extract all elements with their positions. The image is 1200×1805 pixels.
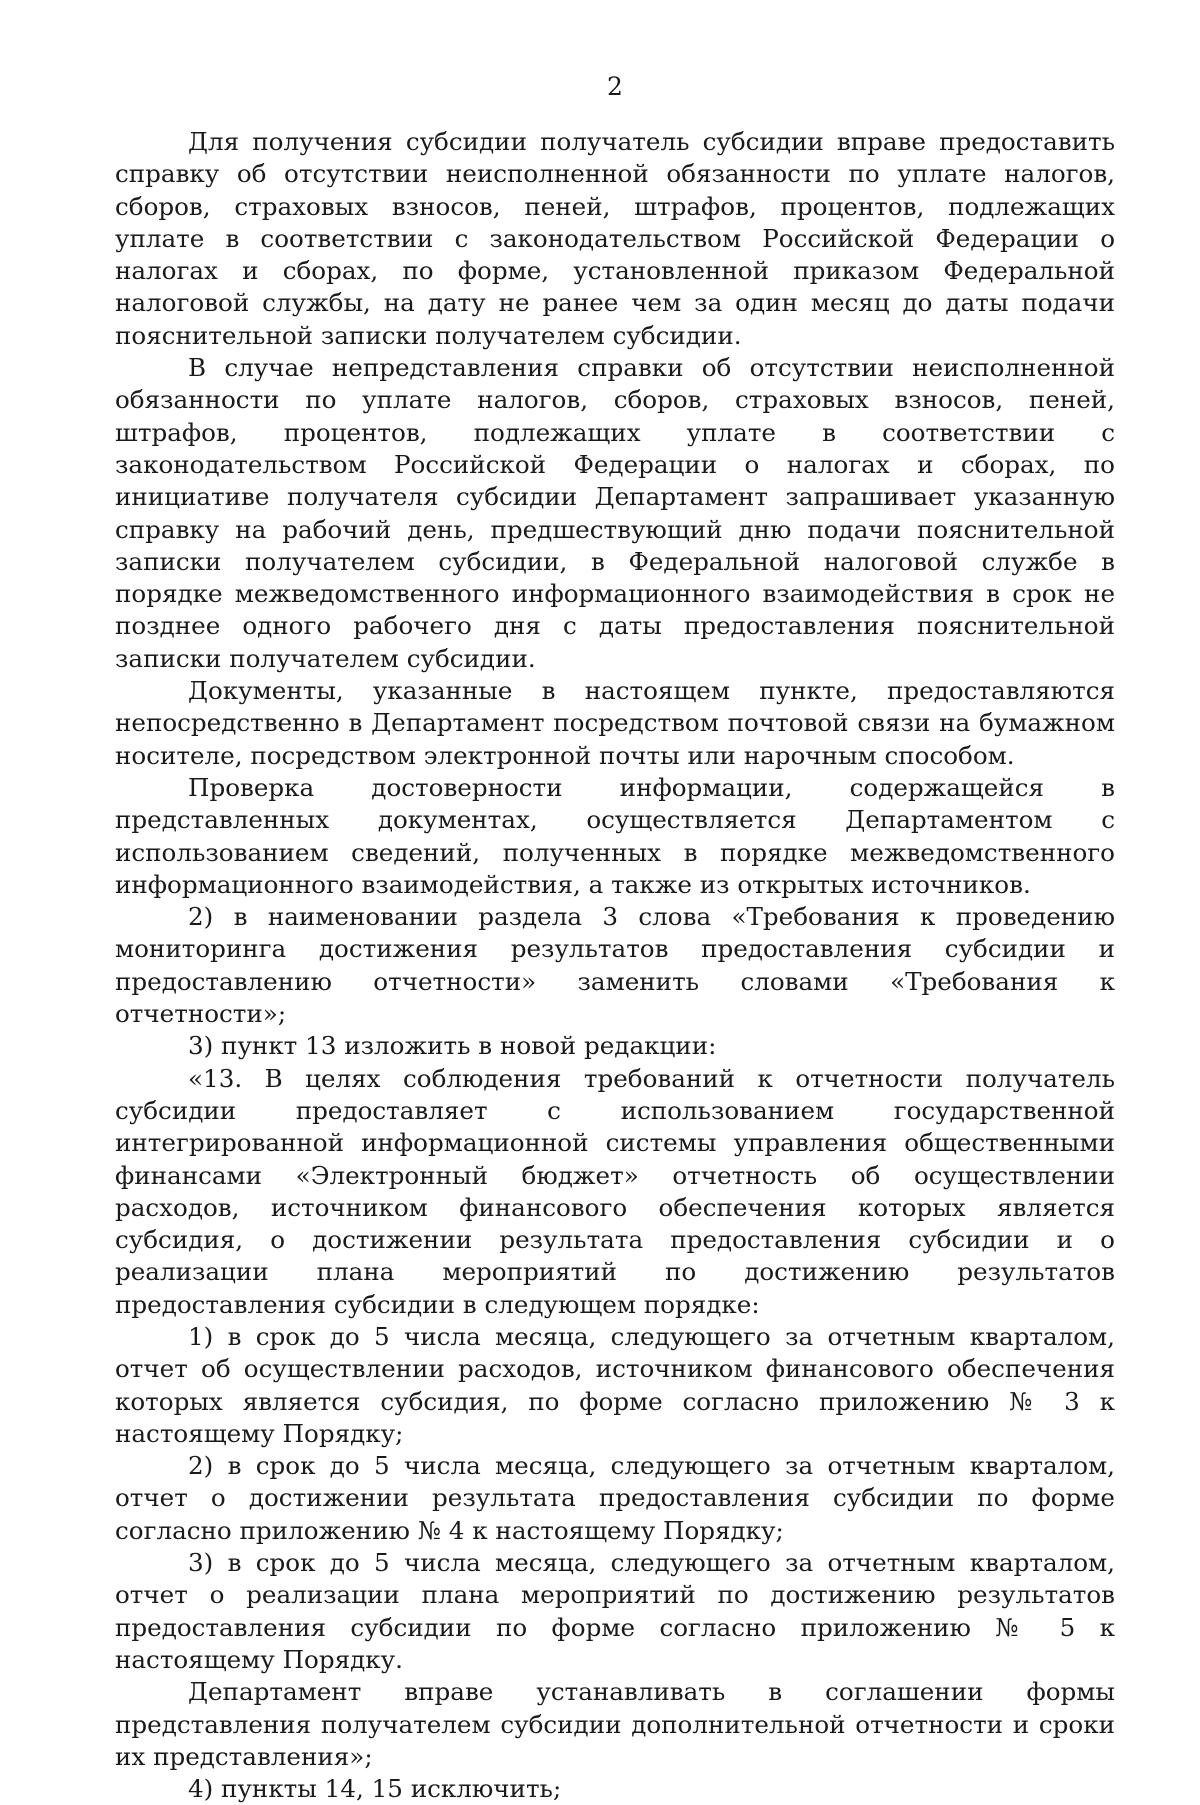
paragraph-additional-reporting: Департамент вправе устанавливать в соглашении формы представления получателем субсидии дополнительной отчетности и сроки их представления»; bbox=[115, 1677, 1115, 1771]
paragraph-clause-13: «13. В целях соблюдения требований к отчетности получатель субсидии предоставляет с использованием государственной интегрированной информационной системы управления общественными финансами «Электронный бюджет» отчетность об осуществлении расходов, источником финансового обеспечения которых является субсидия, о достижении результата предоставления субсидии и о реализации плана мероприятий по достижению результатов предоставления субсидии в следующем порядке: bbox=[115, 1063, 1115, 1319]
paragraph-verification: Проверка достоверности информации, содержащейся в представленных документах, осуществляется Департаментом с использованием сведений, полученных в порядке межведомственного информационного взаимодействия, а также из открытых источников. bbox=[115, 772, 1115, 899]
document-body bbox=[115, 126, 1115, 1805]
paragraph-subitem-1: 1) в срок до 5 числа месяца, следующего за отчетным кварталом, отчет об осуществлении расходов, источником финансового обеспечения которых является субсидия, по форме согласно приложению № 3 к настоящему Порядку; bbox=[115, 1321, 1115, 1448]
paragraph-item-3: 3) пункт 13 изложить в новой редакции: bbox=[188, 1031, 717, 1061]
paragraph-subitem-2: 2) в срок до 5 числа месяца, следующего за отчетным кварталом, отчет о достижении результата предоставления субсидии по форме согласно приложению № 4 к настоящему Порядку; bbox=[115, 1451, 1115, 1545]
paragraph-documents-delivery: Документы, указанные в настоящем пункте, предоставляются непосредственно в Департамент посредством почтовой связи на бумажном носителе, посредством электронной почты или нарочным способом. bbox=[115, 676, 1115, 770]
page-number: 2 bbox=[607, 72, 623, 101]
paragraph-item-2: 2) в наименовании раздела 3 слова «Требования к проведению мониторинга достижения результатов предоставления субсидии и предоставлению отчетности» заменить словами «Требования к отчетности»; bbox=[115, 902, 1115, 1029]
paragraph-subitem-3: 3) в срок до 5 числа месяца, следующего за отчетным кварталом, отчет о реализации плана мероприятий по достижению результатов предоставления субсидии по форме согласно приложению № 5 к настоящему Порядку. bbox=[115, 1548, 1115, 1674]
paragraph-certificate-right: Для получения субсидии получатель субсидии вправе предоставить справку об отсутствии неисполненной обязанности по уплате налогов, сборов, страховых взносов, пеней, штрафов, процентов, подлежащих уплате в соответствии с законодательством Российской Федерации о налогах и сборах, по форме, установленной приказом Федеральной налоговой службы, на дату не ранее чем за один месяц до даты подачи пояснительной записки получателем субсидии. bbox=[115, 127, 1115, 350]
paragraph-certificate-request: В случае непредставления справки об отсутствии неисполненной обязанности по уплате налогов, сборов, страховых взносов, пеней, штрафов, процентов, подлежащих уплате в соответствии с законодательством Российской Федерации о налогах и сборах, по инициативе получателя субсидии Департамент запрашивает указанную справку на рабочий день, предшествующий дню подачи пояснительной записки получателем субсидии, в Федеральной налоговой службе в порядке межведомственного информационного взаимодействия в срок не позднее одного рабочего дня с даты предоставления пояснительной записки получателем субсидии. bbox=[115, 353, 1115, 673]
paragraph-item-4: 4) пункты 14, 15 исключить; bbox=[188, 1774, 562, 1804]
